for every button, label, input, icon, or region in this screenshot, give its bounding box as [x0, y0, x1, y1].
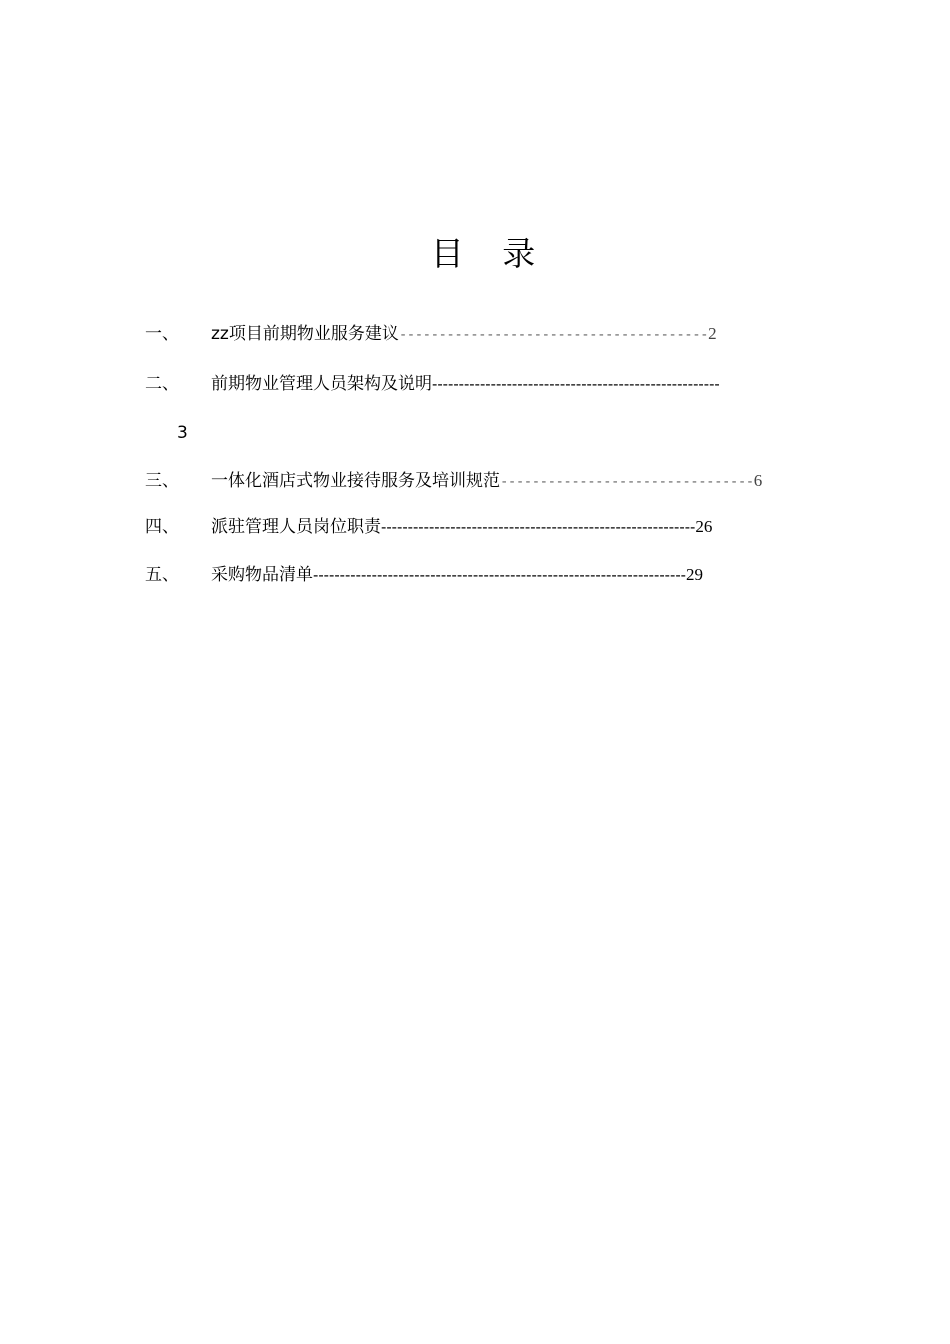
toc-entry-text: 一体化酒店式物业接待服务及培训规范 [211, 471, 500, 491]
toc-entry-leader: ------------------------------------------------------ [432, 376, 720, 393]
toc-entry-leader: ---------------------------------------------------------------------- [313, 567, 686, 584]
toc-entry-3[interactable] [145, 470, 762, 493]
toc-entry-text: 派驻管理人员岗位职责 [211, 517, 381, 537]
toc-entry-1[interactable] [145, 323, 717, 346]
toc-entry-2[interactable] [145, 373, 720, 396]
toc-entry-leader: -------------------------------- [500, 474, 754, 490]
toc-entry-4[interactable] [145, 516, 712, 539]
toc-entry-number: 一、 [145, 324, 179, 344]
toc-title: 目 录 [430, 234, 550, 273]
toc-entry-page: 26 [695, 517, 713, 536]
toc-entry-number: 五、 [145, 565, 179, 585]
toc-entry-leader: ----------------------------------------------------------- [381, 519, 696, 536]
toc-entry-text: 前期物业管理人员架构及说明 [211, 374, 432, 394]
toc-entry-page: 29 [685, 565, 703, 584]
toc-entry-number: 四、 [145, 517, 179, 537]
toc-entry-number: 二、 [145, 374, 179, 394]
toc-entry-leader: --------------------------------------- [398, 327, 709, 343]
toc-entry-prefix: zz [211, 324, 229, 344]
toc-entry-number: 三、 [145, 471, 179, 491]
toc-entry-text: 项目前期物业服务建议 [228, 324, 399, 344]
toc-entry-page: 6 [753, 471, 763, 490]
toc-entry-text: 采购物品清单 [211, 565, 313, 585]
toc-entry-5[interactable] [145, 564, 703, 587]
toc-entry-page: 2 [708, 324, 717, 343]
toc-entry-page: 3 [177, 423, 188, 443]
